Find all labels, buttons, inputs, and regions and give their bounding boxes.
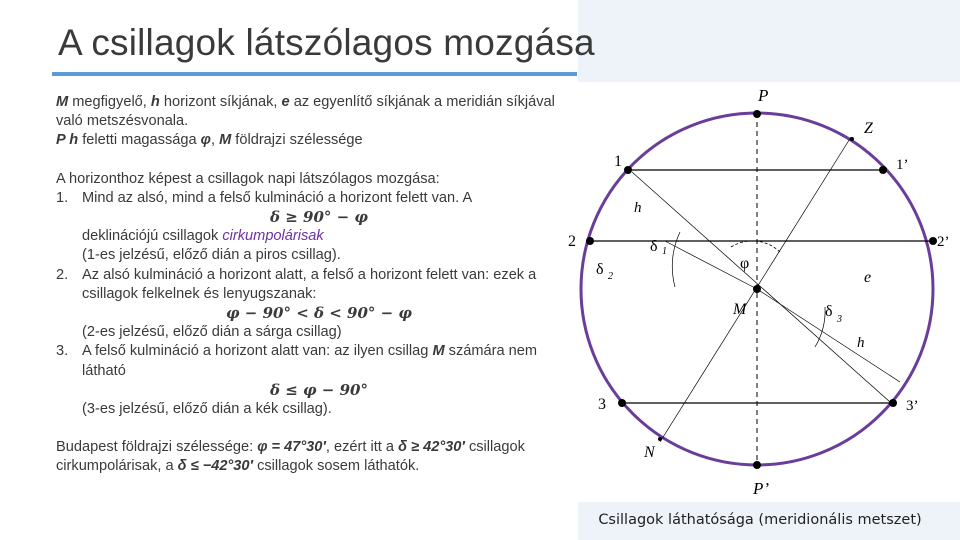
list-text: Az alsó kulmináció a horizont alatt, a felső a horizont felett van: ezek a csillagok felkelnek és lenyugszanak: [82,266,537,302]
label-Z: Z [864,120,873,137]
budapest-text: csillagok cirkumpolárisak, a [56,439,525,475]
point-P [753,110,761,118]
label-P: P [758,86,769,105]
list-item-1 [56,189,556,266]
intro-text: az egyenlítő síkjának a meridián síkjával való metszésvonala. [56,94,555,130]
intro-line-2 [56,131,556,150]
budapest-text: , ezért itt a [325,439,399,456]
label-e: e [864,269,872,286]
list-m: M [432,343,445,360]
label-delta-2-sub: 2 [608,271,613,282]
budapest-formula: δ ≥ 42°30′ [398,439,465,456]
label-M: M [733,301,747,318]
label-delta-1: δ [650,238,658,255]
motion-heading: A horizonthoz képest a csillagok napi látszólagos mozgása: [56,170,440,187]
label-1: 1 [614,153,622,170]
list-item-2 [56,266,556,343]
point-P-prime [753,461,761,469]
intro-text: , [210,132,220,149]
formula-rising-setting: φ − 90° < δ < 90° − φ [226,304,412,323]
intro-text: megfigyelő, [68,94,151,110]
point-2-prime [929,237,937,245]
point-M [753,285,761,293]
label-2-prime: 2’ [937,234,950,250]
delta-arc-2 [672,232,680,287]
intro-line-1 [56,93,556,131]
list-note: (1-es jelzésű, előző dián a piros csillag). [82,247,341,264]
list-number: 2. [56,266,69,283]
intro-text: földrajzi szélessége [231,132,363,149]
intro-ph: P h [56,132,79,149]
list-note: (3-es jelzésű, előző dián a kék csillag). [82,401,332,418]
list-note: (2-es jelzésű, előző dián a sárga csillag) [82,324,342,341]
budapest-text: csillagok sosem láthatók. [253,458,420,475]
intro-m: M [219,132,232,149]
culmination-list [56,189,556,419]
label-2: 2 [568,233,576,250]
title-underline [52,72,577,76]
label-delta-1-sub: 1 [662,246,667,257]
slide-title: A csillagok látszólagos mozgása [58,22,595,63]
budapest-formula: δ ≤ −42°30′ [177,458,254,475]
label-3: 3 [598,396,606,413]
label-phi: φ [740,255,750,272]
list-text: Mind az alsó, mind a felső kulmináció a horizont felett van. A [82,189,473,206]
intro-h: h [150,94,160,110]
list-number: 3. [56,343,69,360]
label-P-prime: P’ [753,479,770,498]
budapest-paragraph [56,438,556,476]
label-delta-3: δ [825,303,833,320]
label-delta-2: δ [596,261,604,278]
list-text: deklinációjú csillagok [82,228,223,245]
label-3-prime: 3’ [906,398,919,414]
label-N: N [644,444,655,461]
intro-text: horizont síkjának, [159,94,282,110]
intro-phi: φ [200,132,211,149]
delta-arc-3 [815,307,825,347]
point-Z [850,137,854,141]
budapest-latitude: φ = 47°30′ [257,439,326,456]
list-number: 1. [56,189,69,206]
intro-m: M [56,94,69,110]
point-3 [618,399,626,407]
point-1-prime [879,166,887,174]
intro-e: e [281,94,290,110]
list-text: A felső kulmináció a horizont alatt van: az ilyen csillag [82,343,433,360]
formula-circumpolar: δ ≥ 90° − φ [270,208,368,227]
figure-caption: Csillagok láthatósága (meridionális metszet) [598,512,922,528]
label-1-prime: 1’ [896,157,909,173]
intro-text: feletti magassága [78,132,201,149]
budapest-text: Budapest földrajzi szélessége: [56,439,258,456]
horizon-line [632,172,890,402]
label-delta-3-sub: 3 [837,314,842,325]
label-h-lower: h [857,335,865,351]
meridional-diagram [560,82,960,502]
list-item-3 [56,342,556,419]
diagram-svg [560,82,960,502]
text-column [56,93,556,477]
formula-never-visible: δ ≤ φ − 90° [270,380,368,399]
point-1 [624,166,632,174]
point-2 [586,237,594,245]
term-circumpolar: cirkumpolárisak [222,228,324,245]
point-N [658,437,662,441]
label-h-upper: h [634,200,642,216]
point-3-prime [889,399,897,407]
phi-arc [731,241,780,252]
list-text: számára nem látható [82,343,538,379]
